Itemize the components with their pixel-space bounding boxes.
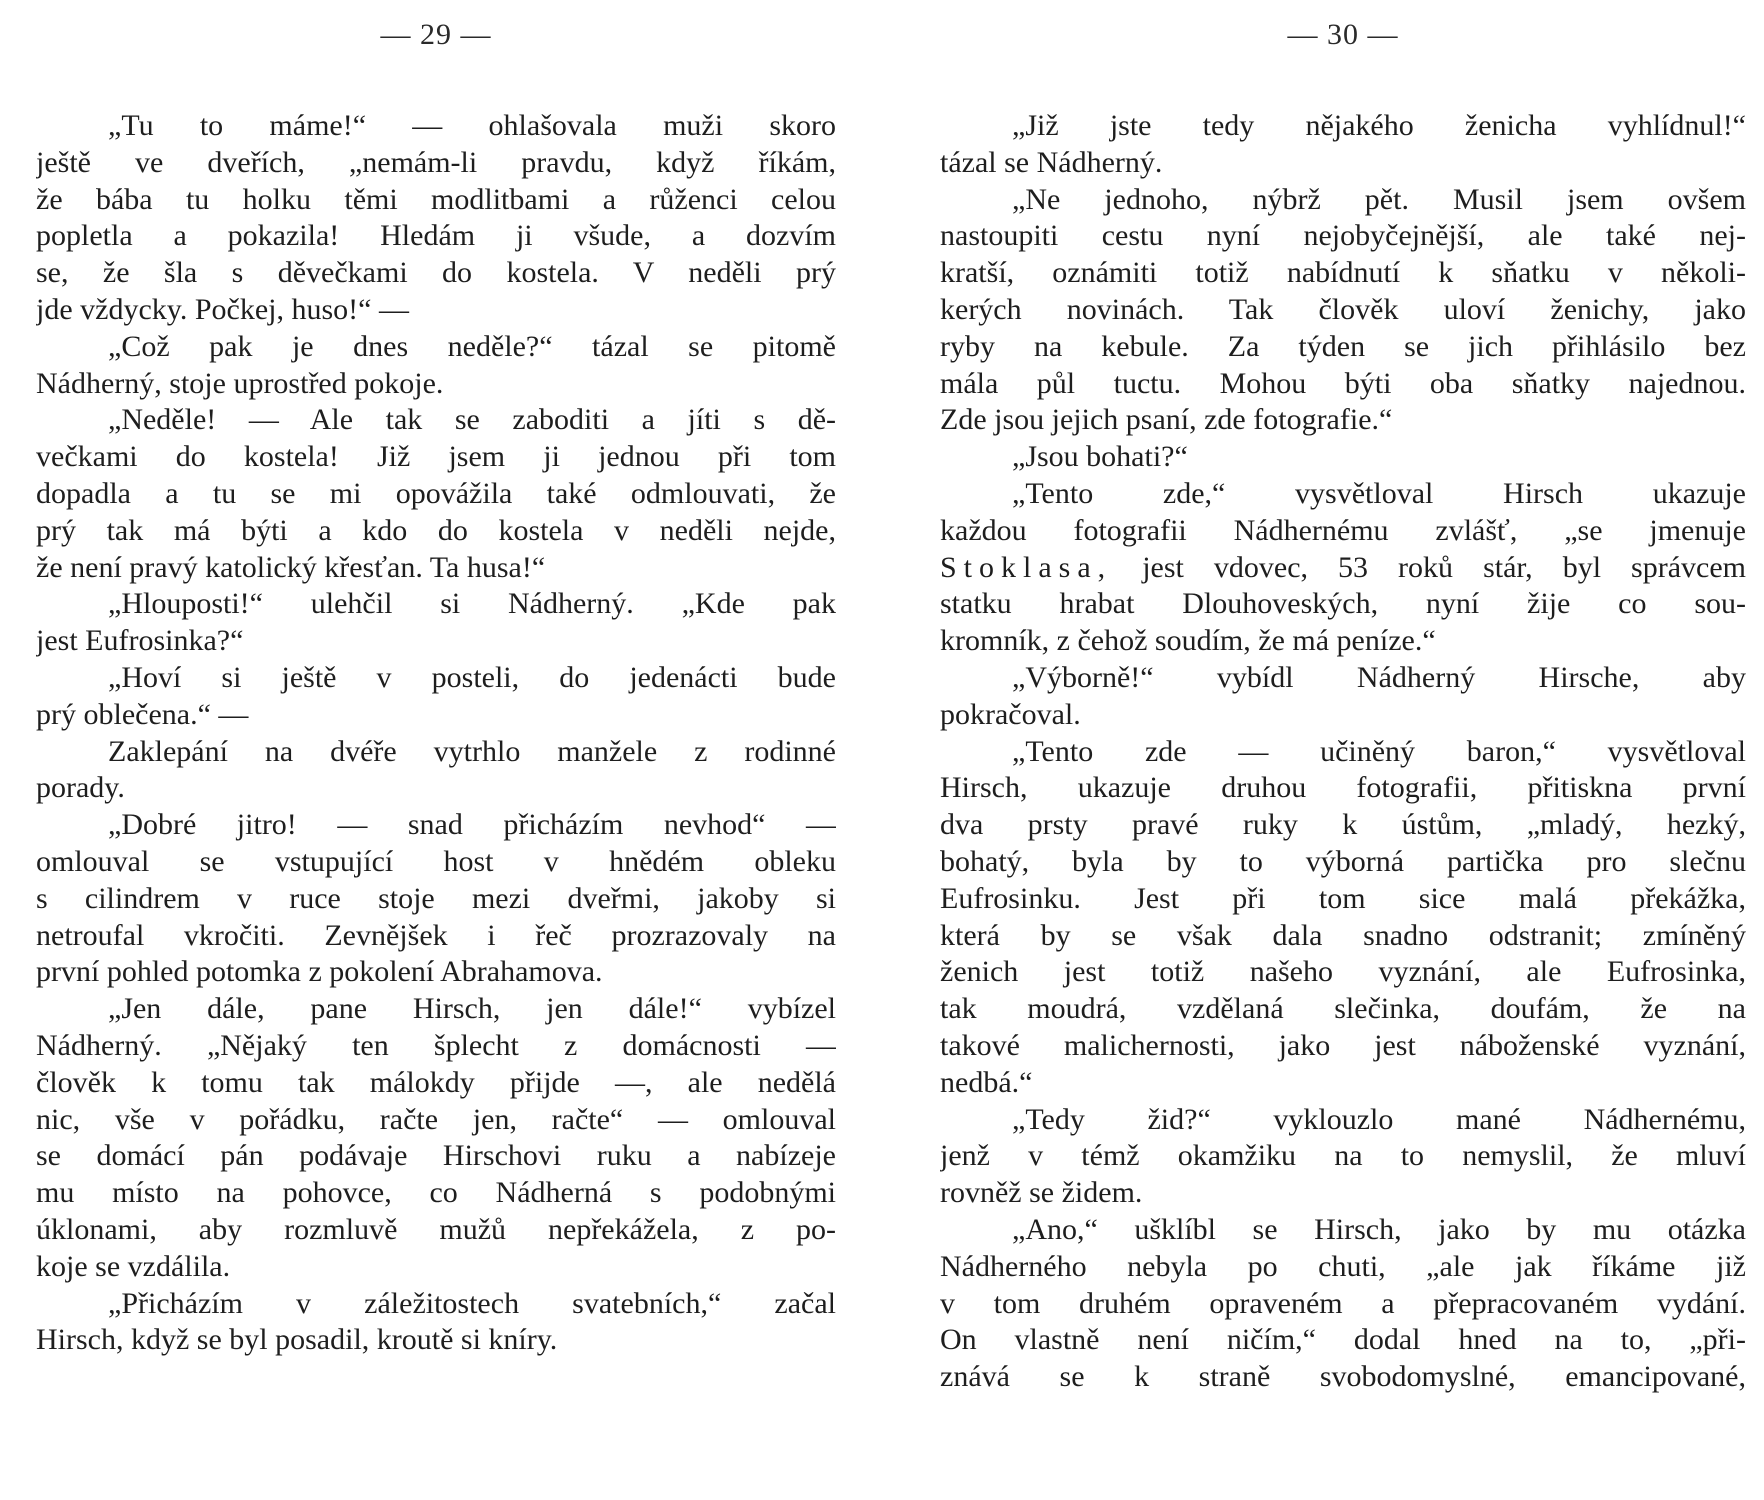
text-line: „Dobré jitro! — snad přicházím nevhod“ — — [108, 808, 836, 842]
text-line: On vlastně není ničím,“ dodal hned na to, „při- — [940, 1323, 1746, 1357]
text-line: statku hrabat Dlouhoveských, nyní žije co sou- — [940, 587, 1746, 621]
text-line-mixed — [940, 550, 1746, 587]
text-line: tak moudrá, vzdělaná slečinka, doufám, že na — [940, 992, 1746, 1026]
text-line: Zde jsou jejich psaní, zde fotografie.“ — [940, 403, 1393, 437]
text-line: „Neděle! — Ale tak se zaboditi a jíti s dě- — [108, 403, 836, 437]
text-line: „Tento zde,“ vysvětloval Hirsch ukazuje — [1012, 476, 1746, 510]
text-line: jde vždycky. Počkej, huso!“ — — [36, 292, 409, 326]
text-line: s cilindrem v ruce stoje mezi dveřmi, jakoby si — [36, 881, 836, 915]
text-line: „Ano,“ ušklíbl se Hirsch, jako by mu otázka — [1012, 1212, 1746, 1246]
text-line: dopadla a tu se mi opovážila také odmlouvati, že — [36, 476, 836, 510]
text-line-rest: jest vdovec, 53 roků stár, byl správcem — [1142, 550, 1746, 584]
text-line: nic, vše v pořádku, račte jen, račte“ — omlouval — [36, 1102, 836, 1136]
text-line: kromník, z čehož soudím, že má peníze.“ — [940, 624, 1436, 658]
text-line: bohatý, byla by to výborná partička pro slečnu — [940, 844, 1746, 878]
text-line: „Tu to máme!“ — ohlašovala muži skoro — [108, 109, 836, 142]
text-line: že bába tu holku těmi modlitbami a růženci celou — [36, 182, 836, 216]
text-line: „Ne jednoho, nýbrž pět. Musil jsem ovšem — [1012, 182, 1746, 216]
text-line: v tom druhém opraveném a přepracovaném vydání. — [940, 1286, 1746, 1320]
text-line: prý oblečena.“ — — [36, 697, 249, 731]
text-line: „Přicházím v záležitostech svatebních,“ začal — [108, 1286, 836, 1320]
text-line: Eufrosinku. Jest při tom sice malá překážka, — [940, 881, 1746, 915]
text-line: koje se vzdálila. — [36, 1249, 231, 1283]
text-line: dva prsty pravé ruky k ústům, „mladý, hezký, — [940, 808, 1746, 842]
text-line: porady. — [36, 771, 125, 805]
text-line: pokračoval. — [940, 697, 1081, 731]
left-page-number: — 29 — — [380, 18, 492, 51]
text-line: večkami do kostela! Již jsem ji jednou při tom — [36, 440, 836, 474]
text-line: netroufal vkročiti. Zevnějšek i řeč prozrazovaly na — [36, 918, 836, 952]
text-line: nedbá.“ — [940, 1065, 1033, 1099]
text-line: Zaklepání na dvéře vytrhlo manžele z rodinné — [108, 734, 836, 768]
text-line: která by se však dala snadno odstranit; zmíněný — [940, 918, 1746, 952]
text-line: první pohled potomka z pokolení Abrahamova. — [36, 955, 603, 989]
text-line: „Hlouposti!“ ulehčil si Nádherný. „Kde pak — [108, 587, 836, 621]
text-line: že není pravý katolický křesťan. Ta husa!“ — [36, 550, 546, 584]
text-line: Hirsch, když se byl posadil, kroutě si kníry. — [36, 1323, 558, 1357]
left-page-text — [36, 108, 836, 1359]
text-line: úklonami, aby rozmluvě mužů nepřekážela, z po- — [36, 1212, 836, 1246]
left-page — [36, 0, 836, 1500]
text-line: „Hoví si ještě v posteli, do jedenácti bude — [108, 660, 836, 694]
text-line: jenž v témž okamžiku na to nemyslil, že mluví — [940, 1139, 1746, 1173]
text-line: omlouval se vstupující host v hnědém obleku — [36, 844, 836, 878]
spaced-name: Stoklasa, — [940, 550, 1113, 584]
text-line: „Tento zde — učiněný baron,“ vysvětloval — [1012, 734, 1746, 768]
text-line: prý tak má býti a kdo do kostela v neděli nejde, — [36, 513, 836, 547]
text-line: nastoupiti cestu nyní nejobyčejnější, ale také nej- — [940, 219, 1746, 253]
right-page-number: — 30 — — [1287, 18, 1399, 51]
text-line: ryby na kebule. Za týden se jich přihlásilo bez — [940, 329, 1746, 363]
text-line: „Tedy žid?“ vyklouzlo mané Nádhernému, — [1012, 1102, 1746, 1136]
text-line: člověk k tomu tak málokdy přijde —, ale nedělá — [36, 1065, 836, 1099]
text-line: „Již jste tedy nějakého ženicha vyhlídnul!“ — [1012, 109, 1746, 142]
text-line: takové malichernosti, jako jest náboženské vyznání, — [940, 1028, 1746, 1062]
text-line: ještě ve dveřích, „nemám-li pravdu, když říkám, — [36, 145, 836, 179]
text-line: jest Eufrosinka?“ — [36, 624, 244, 658]
right-page-text — [940, 108, 1746, 1396]
text-line: se domácí pán podávaje Hirschovi ruku a nabízeje — [36, 1139, 836, 1173]
text-line: rovněž se židem. — [940, 1176, 1143, 1210]
text-line: ženich jest totiž našeho vyznání, ale Eufrosinka, — [940, 955, 1746, 989]
text-line: kerých novinách. Tak člověk uloví ženichy, jako — [940, 292, 1746, 326]
text-line: Nádherného nebyla po chuti, „ale jak říkáme již — [940, 1249, 1746, 1283]
text-line: mu místo na pohovce, co Nádherná s podobnými — [36, 1176, 836, 1210]
text-line: popletla a pokazila! Hledám ji všude, a dozvím — [36, 219, 836, 253]
text-line: Nádherný, stoje uprostřed pokoje. — [36, 366, 444, 400]
text-line: znává se k straně svobodomyslné, emancipované, — [940, 1360, 1746, 1394]
text-line: „Výborně!“ vybídl Nádherný Hirsche, aby — [1012, 660, 1746, 694]
text-line: „Což pak je dnes neděle?“ tázal se pitomě — [108, 329, 836, 363]
text-line: mála půl tuctu. Mohou býti oba sňatky najednou. — [940, 366, 1746, 400]
text-line: každou fotografii Nádhernému zvlášť, „se jmenuje — [940, 513, 1746, 547]
text-line: „Jen dále, pane Hirsch, jen dále!“ vybízel — [108, 992, 836, 1026]
text-line: „Jsou bohati?“ — [1012, 440, 1188, 474]
text-line: kratší, oznámiti totiž nabídnutí k sňatku v několi- — [940, 256, 1746, 290]
text-line: Nádherný. „Nějaký ten šplecht z domácnosti — — [36, 1028, 836, 1062]
text-line: tázal se Nádherný. — [940, 145, 1163, 179]
text-line: se, že šla s děvečkami do kostela. V neděli prý — [36, 256, 836, 290]
text-line: Hirsch, ukazuje druhou fotografii, přitiskna první — [940, 771, 1746, 805]
right-page — [940, 0, 1746, 1500]
